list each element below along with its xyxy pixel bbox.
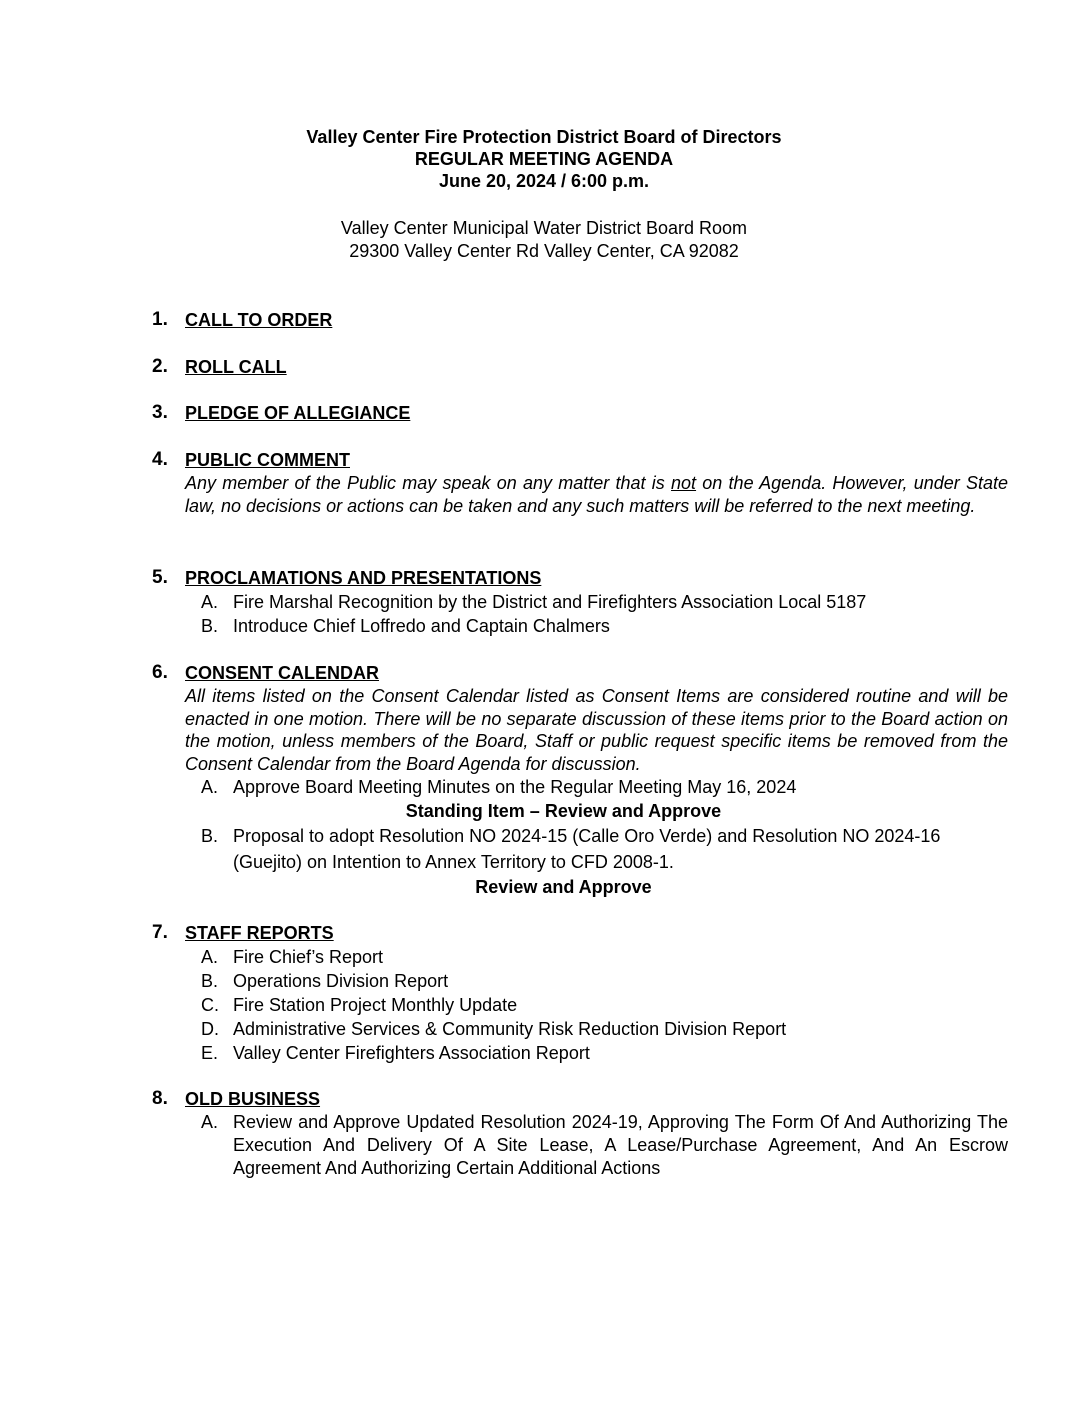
- section-number: 6.: [152, 662, 168, 683]
- list-item: [201, 614, 1008, 638]
- section-pledge: [152, 402, 1008, 425]
- list-item: [201, 823, 1008, 875]
- section-number: 1.: [152, 309, 168, 330]
- list-item: [201, 993, 1008, 1017]
- section-title: STAFF REPORTS: [185, 923, 334, 943]
- list-item: [201, 590, 1008, 614]
- section-title: PROCLAMATIONS AND PRESENTATIONS: [185, 568, 542, 588]
- item-text: Valley Center Firefighters Association Report: [233, 1043, 590, 1063]
- list-item: [201, 969, 1008, 993]
- item-letter: A.: [201, 947, 219, 967]
- meeting-type: REGULAR MEETING AGENDA: [414, 149, 674, 169]
- section-title: PUBLIC COMMENT: [185, 450, 350, 470]
- section-title: PLEDGE OF ALLEGIANCE: [185, 403, 411, 423]
- item-action-note: Standing Item – Review and Approve: [405, 801, 722, 821]
- list-item: [201, 1041, 1008, 1065]
- section-proclamations: [152, 567, 1008, 638]
- venue-address: 29300 Valley Center Rd Valley Center, CA 92082: [349, 241, 739, 261]
- venue: [0, 217, 1088, 263]
- item-text: Review and Approve Updated Resolution 2024-19, Approving The Form Of And Authorizing The Execution And Delivery Of A Site Lease, A Lease/Purchase Agreement, And An Escrow Agreement And Authorizing Certain Additional Actions: [233, 1112, 1008, 1178]
- section-consent-calendar: [152, 662, 1008, 899]
- consent-description: All items listed on the Consent Calendar listed as Consent Items are considered routine and will be enacted in one motion. There will be no separate discussion of these items prior to the Board action on the motion, unless members of the Board, Staff or public request specific items be removed from the Consent Calendar from the Board Agenda for discussion.: [185, 686, 1008, 774]
- section-call-to-order: [152, 309, 1008, 332]
- item-text: Fire Station Project Monthly Update: [233, 995, 518, 1015]
- item-text: Fire Chief’s Report: [233, 947, 384, 967]
- item-letter: A.: [201, 1112, 219, 1132]
- item-text: Operations Division Report: [233, 971, 449, 991]
- item-letter: C.: [201, 995, 219, 1015]
- item-letter: A.: [201, 777, 219, 797]
- item-text: Proposal to adopt Resolution NO 2024-15 (Calle Oro Verde) and Resolution NO 2024-16 (Guejito) on Intention to Annex Territory to CFD 2008-1.: [233, 826, 941, 872]
- board-name: Valley Center Fire Protection District Board of Directors: [306, 127, 782, 147]
- section-number: 2.: [152, 356, 168, 377]
- item-letter: D.: [201, 1019, 219, 1039]
- section-roll-call: [152, 356, 1008, 379]
- item-letter: B.: [201, 616, 219, 636]
- section-old-business: [152, 1088, 1008, 1180]
- desc-emphasis: not: [671, 473, 697, 493]
- item-text: Introduce Chief Loffredo and Captain Chalmers: [233, 616, 610, 636]
- agenda-header: [0, 126, 1088, 192]
- item-letter: B.: [201, 971, 219, 991]
- list-item: [201, 1111, 1008, 1180]
- section-title: ROLL CALL: [185, 357, 287, 377]
- item-letter: B.: [201, 826, 219, 846]
- list-item: [201, 945, 1008, 969]
- item-letter: A.: [201, 592, 219, 612]
- list-item: [201, 1017, 1008, 1041]
- venue-name: Valley Center Municipal Water District Board Room: [340, 218, 748, 238]
- desc-part: Any member of the Public may speak on any matter that is: [185, 473, 672, 493]
- section-title: OLD BUSINESS: [185, 1089, 321, 1109]
- section-number: 8.: [152, 1088, 168, 1109]
- item-text: Administrative Services & Community Risk Reduction Division Report: [233, 1019, 787, 1039]
- item-action-note: Review and Approve: [475, 877, 652, 897]
- section-number: 3.: [152, 402, 168, 423]
- item-text: Approve Board Meeting Minutes on the Regular Meeting May 16, 2024: [233, 777, 797, 797]
- section-staff-reports: [152, 922, 1008, 1065]
- item-letter: E.: [201, 1043, 219, 1063]
- public-comment-description: [185, 472, 1008, 518]
- meeting-date: June 20, 2024 / 6:00 p.m.: [438, 171, 650, 191]
- item-text: Fire Marshal Recognition by the District and Firefighters Association Local 5187: [233, 592, 867, 612]
- section-number: 5.: [152, 567, 168, 588]
- section-number: 7.: [152, 922, 168, 943]
- list-item: [201, 775, 1008, 799]
- desc-part: on the Agenda. However, under State law, no decisions or actions can be taken and any such matters will be referred to the next meeting.: [185, 473, 1009, 516]
- section-public-comment: [152, 449, 1008, 518]
- section-title: CONSENT CALENDAR: [185, 663, 380, 683]
- section-number: 4.: [152, 449, 168, 470]
- section-title: CALL TO ORDER: [185, 310, 333, 330]
